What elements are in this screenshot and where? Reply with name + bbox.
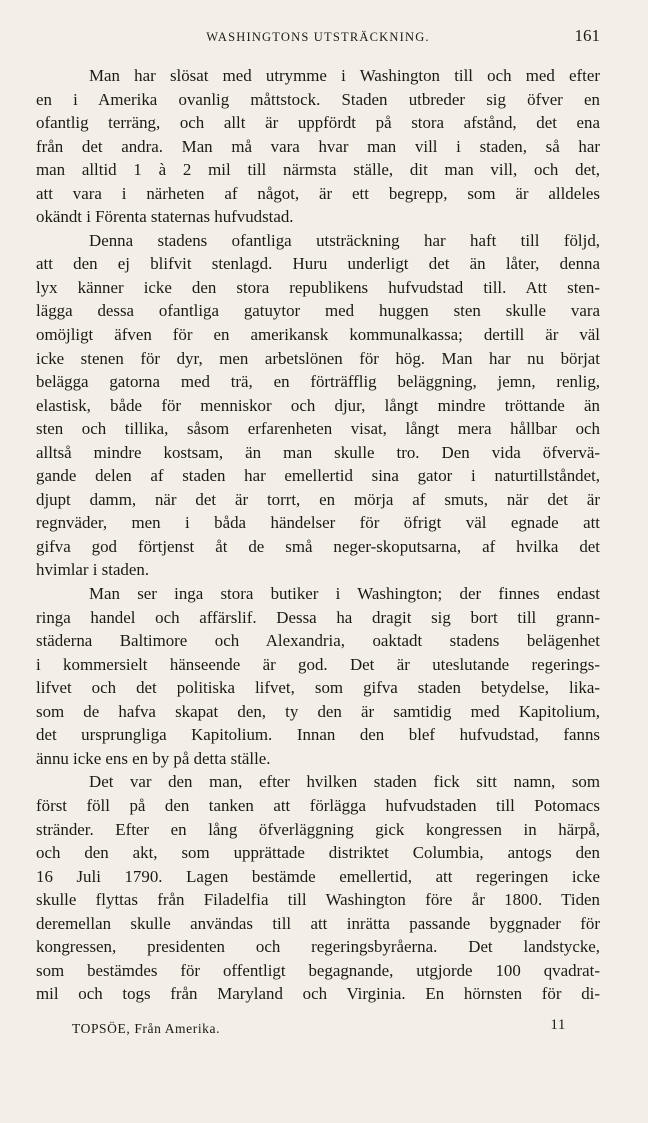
- text-line: hvimlar i staden.: [36, 560, 150, 580]
- text-line: lyx känner icke den stora republikens hufvudstad till. Att sten-: [36, 277, 600, 297]
- text-line: ofantlig terräng, och allt är uppfördt på stora afstånd, det ena: [36, 113, 600, 133]
- text-line: Man ser inga stora butiker i Washington; der finnes endast: [89, 584, 600, 604]
- text-line: stränder. Efter en lång öfverläggning gick kongressen in härpå,: [36, 819, 600, 839]
- text-line: gifva god förtjenst åt de små neger-skoputsarna, af hvilka det: [36, 536, 600, 556]
- text-line: okändt i Förenta staternas hufvudstad.: [36, 207, 294, 227]
- text-line: regnväder, men i båda händelser för öfrigt väl egnade att: [36, 513, 600, 533]
- text-line: gande delen af staden har emellertid sina gator i naturtillståndet,: [36, 466, 600, 486]
- running-title: WASHINGTONS UTSTRÄCKNING.: [206, 30, 430, 44]
- running-header: [36, 26, 600, 50]
- text-line: kongressen, presidenten och regeringsbyråerna. Det landstycke,: [36, 937, 600, 957]
- text-line: alltså mindre kostsam, än man skulle tro. Den vida öfvervä-: [36, 442, 600, 462]
- text-line: sten och tillika, såsom erfarenheten visat, långt mera hållbar och: [36, 419, 600, 439]
- text-line: ringa handel och affärslif. Dessa ha dragit sig bort till grann-: [36, 607, 600, 627]
- text-line: deremellan skulle användas till att inrätta passande byggnader för: [36, 913, 600, 933]
- text-line: det ursprungliga Kapitolium. Innan den blef hufvudstad, fanns: [36, 725, 600, 745]
- text-line: Denna stadens ofantliga utsträckning har haft till följd,: [89, 230, 600, 250]
- text-line: icke stenen för dyr, men arbetslönen för hög. Man har nu börjat: [36, 348, 600, 368]
- text-line: djupt damm, när det är torrt, en mörja af smuts, när det är: [36, 489, 600, 509]
- text-line: städerna Baltimore och Alexandria, oaktadt stadens belägenhet: [36, 631, 600, 651]
- text-line: man alltid 1 à 2 mil till närmsta ställe, dit man vill, och det,: [36, 160, 600, 180]
- text-line: Det var den man, efter hvilken staden fick sitt namn, som: [89, 772, 600, 792]
- text-line: och den akt, som upprättade distriktet Columbia, antogs den: [36, 843, 600, 863]
- text-line: lägga dessa ofantliga gatuytor med huggen sten skulle vara: [36, 301, 600, 321]
- text-line: som bestämdes för offentligt begagnande, utgjorde 100 qvadrat-: [36, 960, 600, 980]
- text-line: från det andra. Man må vara hvar man vill i staden, så har: [36, 136, 600, 156]
- text-line: en i Amerika ovanlig måttstock. Staden utbreder sig öfver en: [36, 89, 600, 109]
- text-line: elastisk, både för menniskor och djur, långt mindre tröttande än: [36, 395, 600, 415]
- text-line: mil och togs från Maryland och Virginia. En hörnsten för di-: [36, 984, 600, 1004]
- footer-signature: TOPSÖE, Från Amerika.: [72, 1021, 221, 1036]
- page-number: 161: [574, 26, 600, 45]
- text-line: att den ej blifvit stenlagd. Huru underligt det än låter, denna: [36, 254, 600, 274]
- text-line: i kommersielt hänseende är god. Det är uteslutande regerings-: [36, 654, 600, 674]
- text-line: lifvet och det politiska lifvet, som gifva staden betydelse, lika-: [36, 678, 600, 698]
- body-text: [36, 64, 600, 1006]
- text-line: först föll på den tanken att förlägga hufvudstaden till Potomacs: [36, 795, 600, 815]
- text-line: omöjligt äfven för en amerikansk kommunalkassa; dertill är väl: [36, 325, 600, 345]
- text-line: att vara i närheten af något, är ett begrepp, som är alldeles: [36, 183, 600, 203]
- sheet-number: 11: [550, 1017, 566, 1033]
- text-line: skulle flyttas från Filadelfia till Washington före år 1800. Tiden: [36, 890, 600, 910]
- text-line: Man har slösat med utrymme i Washington till och med efter: [89, 66, 600, 85]
- text-line: belägga gatorna med trä, en förträfflig beläggning, jemn, renlig,: [36, 372, 600, 392]
- text-line: 16 Juli 1790. Lagen bestämde emellertid, att regeringen icke: [36, 866, 600, 886]
- text-line: ännu icke ens en by på detta ställe.: [36, 748, 271, 768]
- page-footer: [72, 1017, 566, 1041]
- text-line: som de hafva skapat den, ty den är samtidig med Kapitolium,: [36, 701, 600, 721]
